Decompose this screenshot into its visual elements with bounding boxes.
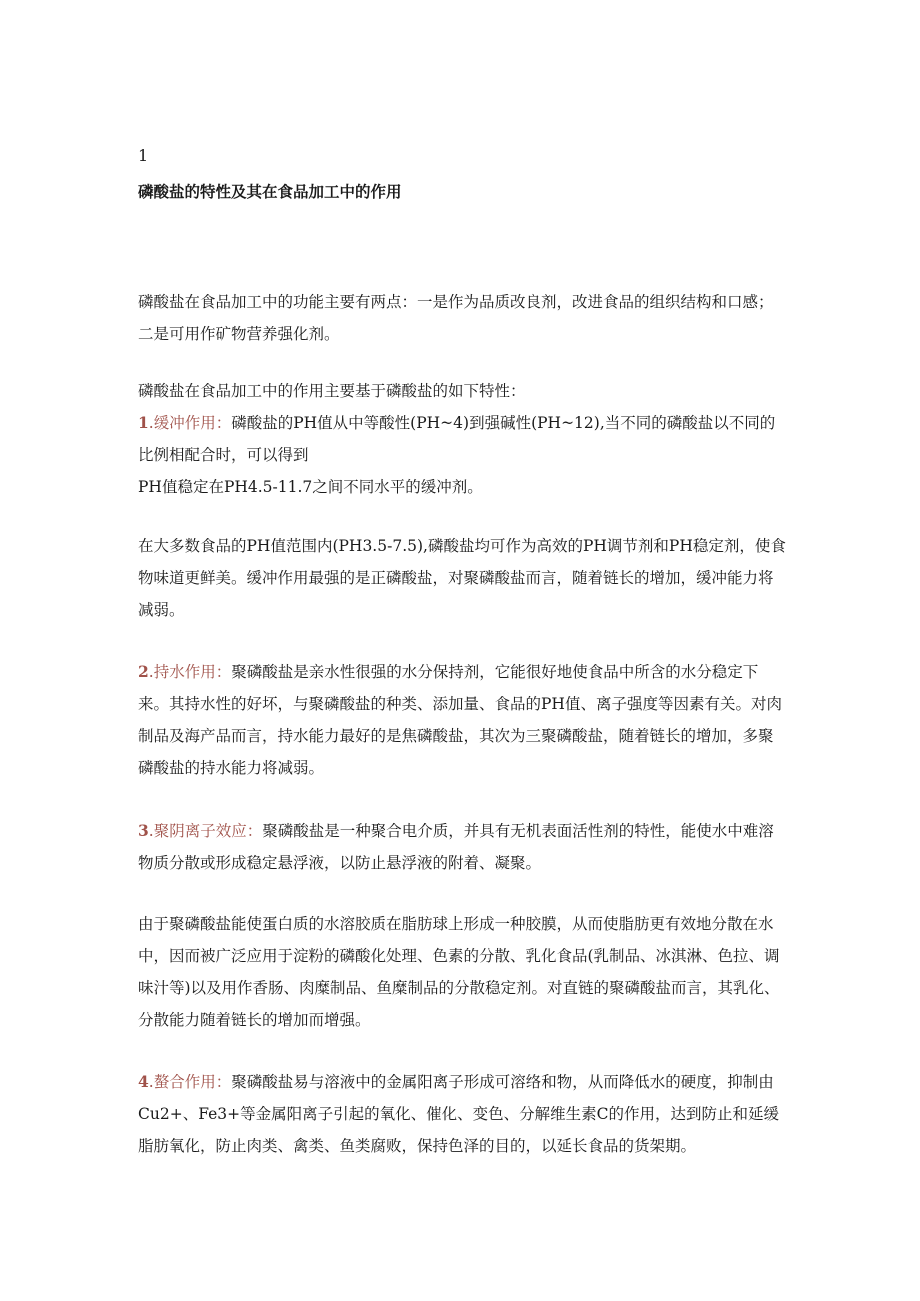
section-text: 聚磷酸盐是亲水性很强的水分保持剂，它能很好地使食品中所含的水分稳定下来。其持水性的好坏，与聚磷酸盐的种类、添加量、食品的PH值、离子强度等因素有关。对肉制品及海产品而言，持水能力最好的是焦磷酸盐，其次为三聚磷酸盐，随着链长的增加，多聚磷酸盐的持水能力将减弱。 bbox=[138, 663, 782, 777]
section-number: 3 bbox=[138, 821, 149, 840]
emulsify-paragraph: 由于聚磷酸盐能使蛋白质的水溶胶质在脂肪球上形成一种胶膜，从而使脂肪更有效地分散在水中，因而被广泛应用于淀粉的磷酸化处理、色素的分散、乳化食品(乳制品、冰淇淋、色拉、调味汁等)以及用作香肠、肉糜制品、鱼糜制品的分散稳定剂。对直链的聚磷酸盐而言，其乳化、分散能力随着链长的增加而增强。 bbox=[138, 915, 780, 1029]
section-number: 2 bbox=[138, 662, 149, 681]
document-title: 磷酸盐的特性及其在食品加工中的作用 bbox=[138, 183, 402, 201]
intro-paragraph: 磷酸盐在食品加工中的功能主要有两点：一是作为品质改良剂，改进食品的组织结构和口感；二是可用作矿物营养强化剂。 bbox=[138, 293, 774, 343]
section-buffer bbox=[138, 407, 788, 471]
section-text: 磷酸盐的PH值从中等酸性(PH~4)到强碱性(PH~12),当不同的磷酸盐以不同的比例相配合时，可以得到 bbox=[138, 414, 776, 464]
page-number: 1 bbox=[138, 146, 149, 165]
section-label: .螯合作用： bbox=[148, 1073, 232, 1091]
section-buffer-cont: PH值稳定在PH4.5-11.7之间不同水平的缓冲剂。 bbox=[138, 478, 483, 496]
section-label: .聚阴离子效应： bbox=[148, 822, 263, 840]
basis-paragraph: 磷酸盐在食品加工中的作用主要基于磷酸盐的如下特性： bbox=[138, 382, 526, 400]
section-label: .缓冲作用： bbox=[148, 414, 232, 432]
section-polyanion bbox=[138, 815, 788, 879]
section-label: .持水作用： bbox=[148, 663, 232, 681]
section-text: 聚磷酸盐易与溶液中的金属阳离子形成可溶络和物，从而降低水的硬度，抑制由Cu2+、Fe3+等金属阳离子引起的氧化、催化、变色、分解维生素C的作用，达到防止和延缓脂肪氧化，防止肉类、禽类、鱼类腐败，保持色泽的目的，以延长食品的货架期。 bbox=[138, 1073, 779, 1155]
section-text: 聚磷酸盐是一种聚合电介质，并具有无机表面活性剂的特性，能使水中难溶物质分散或形成稳定悬浮液，以防止悬浮液的附着、凝聚。 bbox=[138, 822, 774, 872]
section-number: 4 bbox=[138, 1072, 149, 1091]
buffer-paragraph: 在大多数食品的PH值范围内(PH3.5-7.5),磷酸盐均可作为高效的PH调节剂和PH稳定剂，使食物味道更鲜美。缓冲作用最强的是正磷酸盐，对聚磷酸盐而言，随着链长的增加，缓冲能力将减弱。 bbox=[138, 537, 786, 619]
section-water-retention bbox=[138, 656, 788, 784]
section-chelation bbox=[138, 1066, 788, 1162]
section-number: 1 bbox=[138, 413, 149, 432]
